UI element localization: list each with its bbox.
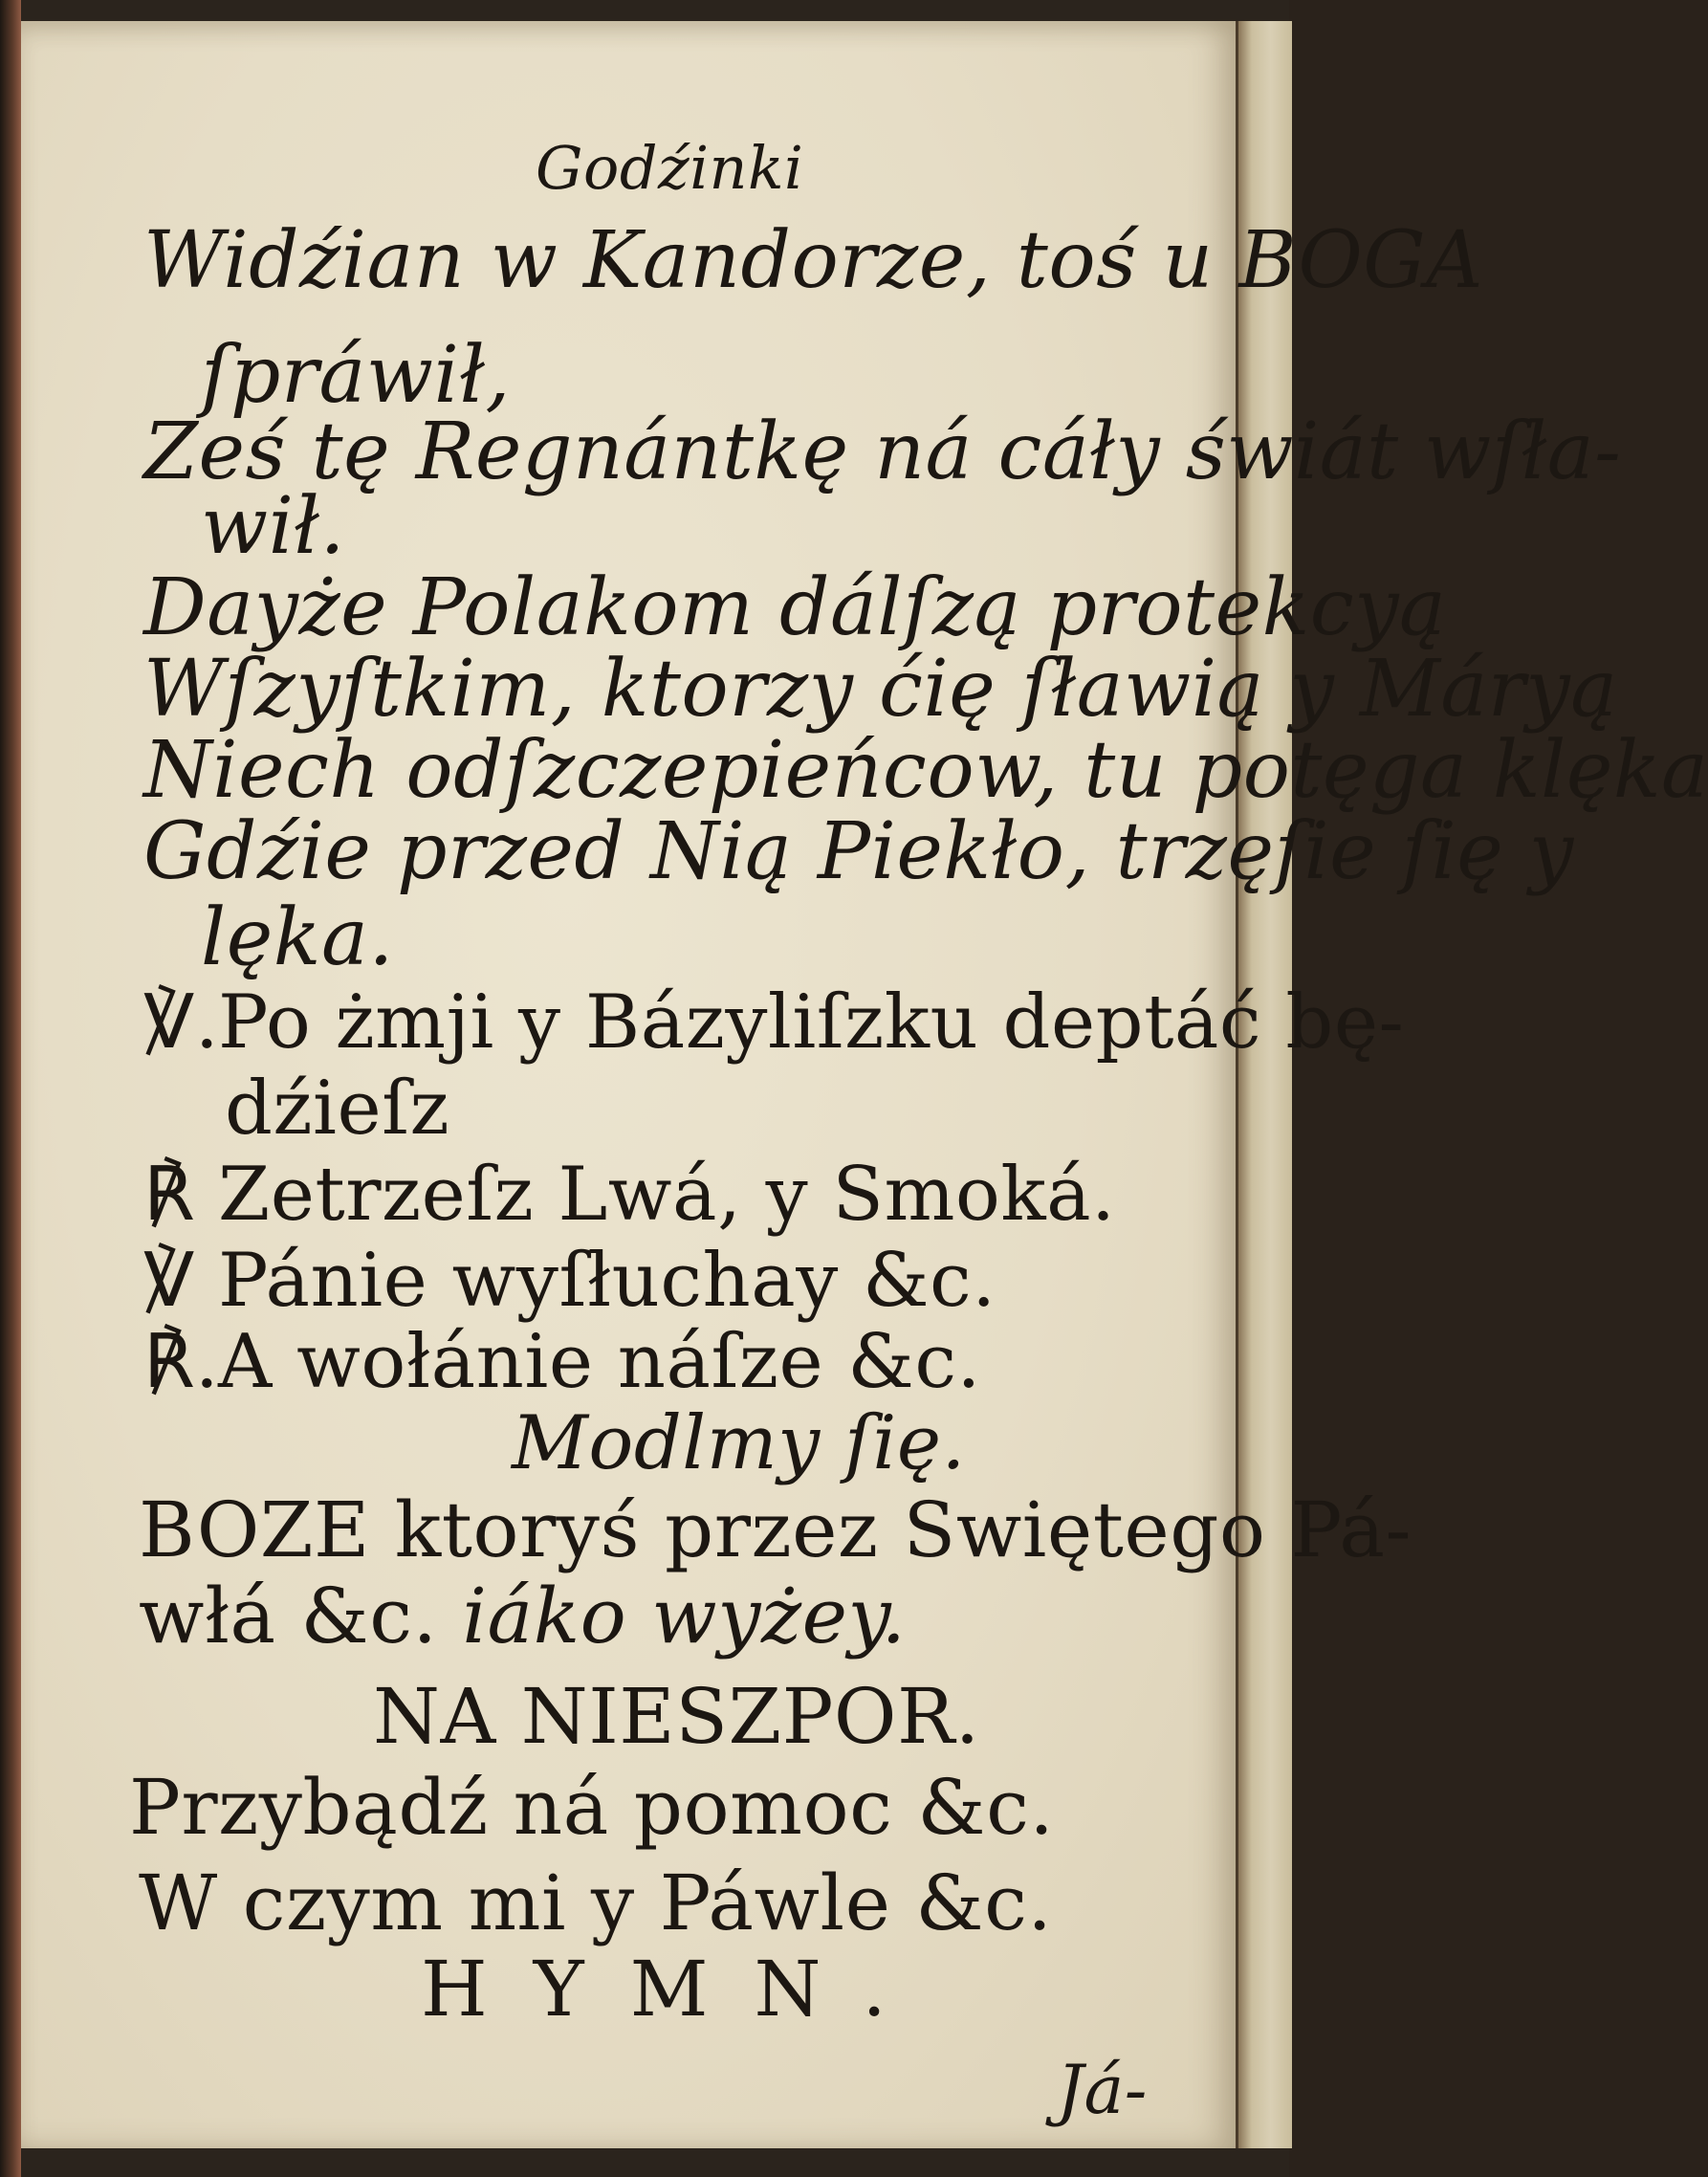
- prayer-title: Modlmy ſię.: [512, 1400, 966, 1486]
- section-heading: NA NIESZPOR.: [373, 1672, 980, 1761]
- versicle-2: [143, 1238, 996, 1324]
- prayer-line-2: [139, 1572, 907, 1660]
- versicle-1-text: Po żmji y Bázyliſzku deptáć bę-: [218, 979, 1405, 1066]
- stanza-line-5: Dayże Polakom dálſzą protekcyą: [143, 562, 1447, 653]
- response-1: [143, 1152, 1116, 1238]
- prayer-line-1: BOZE ktoryś przez Swiętego Pá-: [139, 1485, 1412, 1574]
- response-symbol: ℟: [143, 1152, 195, 1238]
- binding-edge: [0, 0, 21, 2177]
- prayer-line-2-roman: włá &c.: [139, 1572, 438, 1660]
- stanza-line-6: Wſzyſtkim, ktorzy ćię ſławią y Máryą: [143, 644, 1618, 735]
- response-2: [143, 1319, 981, 1405]
- response-1-text: Zetrzeſz Lwá, y Smoká.: [218, 1152, 1116, 1238]
- versicle-1-continuation: dźieſz: [225, 1066, 450, 1152]
- stanza-line-3: Ześ tę Regnántkę ná cáły świát wſła-: [143, 407, 1622, 497]
- versicle-symbol: ℣: [143, 1238, 195, 1324]
- hymn-heading: HYMN.: [421, 1945, 932, 2034]
- stanza-line-1: Widźian w Kandorze, toś u BOGA: [143, 215, 1483, 306]
- stanza-line-8: Gdźie przed Nią Piekło, trzęſie ſię y: [143, 806, 1574, 897]
- versicle-symbol: ℣.: [143, 979, 220, 1066]
- stanza-line-7: Niech odſzczepieńcow, tu potęga klęka: [143, 725, 1708, 816]
- stanza-line-4: wił.: [201, 481, 346, 572]
- catchword: Já-: [1057, 2051, 1148, 2129]
- response-2-text: A wołánie náſze &c.: [218, 1319, 981, 1405]
- stanza-line-2: ſpráwił,: [201, 330, 511, 421]
- versicle-1: [143, 979, 1405, 1066]
- response-symbol: ℟.: [143, 1319, 220, 1405]
- versicle-2-text: Pánie wyſłuchay &c.: [218, 1238, 996, 1324]
- stanza-line-9: lęka.: [201, 892, 394, 983]
- opening-line-1: Przybądź ná pomoc &c.: [129, 1763, 1055, 1852]
- opening-line-2: W czym mi y Páwle &c.: [139, 1858, 1053, 1947]
- prayer-line-2-italic: iáko wyżey.: [462, 1572, 907, 1660]
- adjacent-page-edge: [1236, 21, 1292, 2148]
- running-header: Godźinki: [536, 133, 804, 203]
